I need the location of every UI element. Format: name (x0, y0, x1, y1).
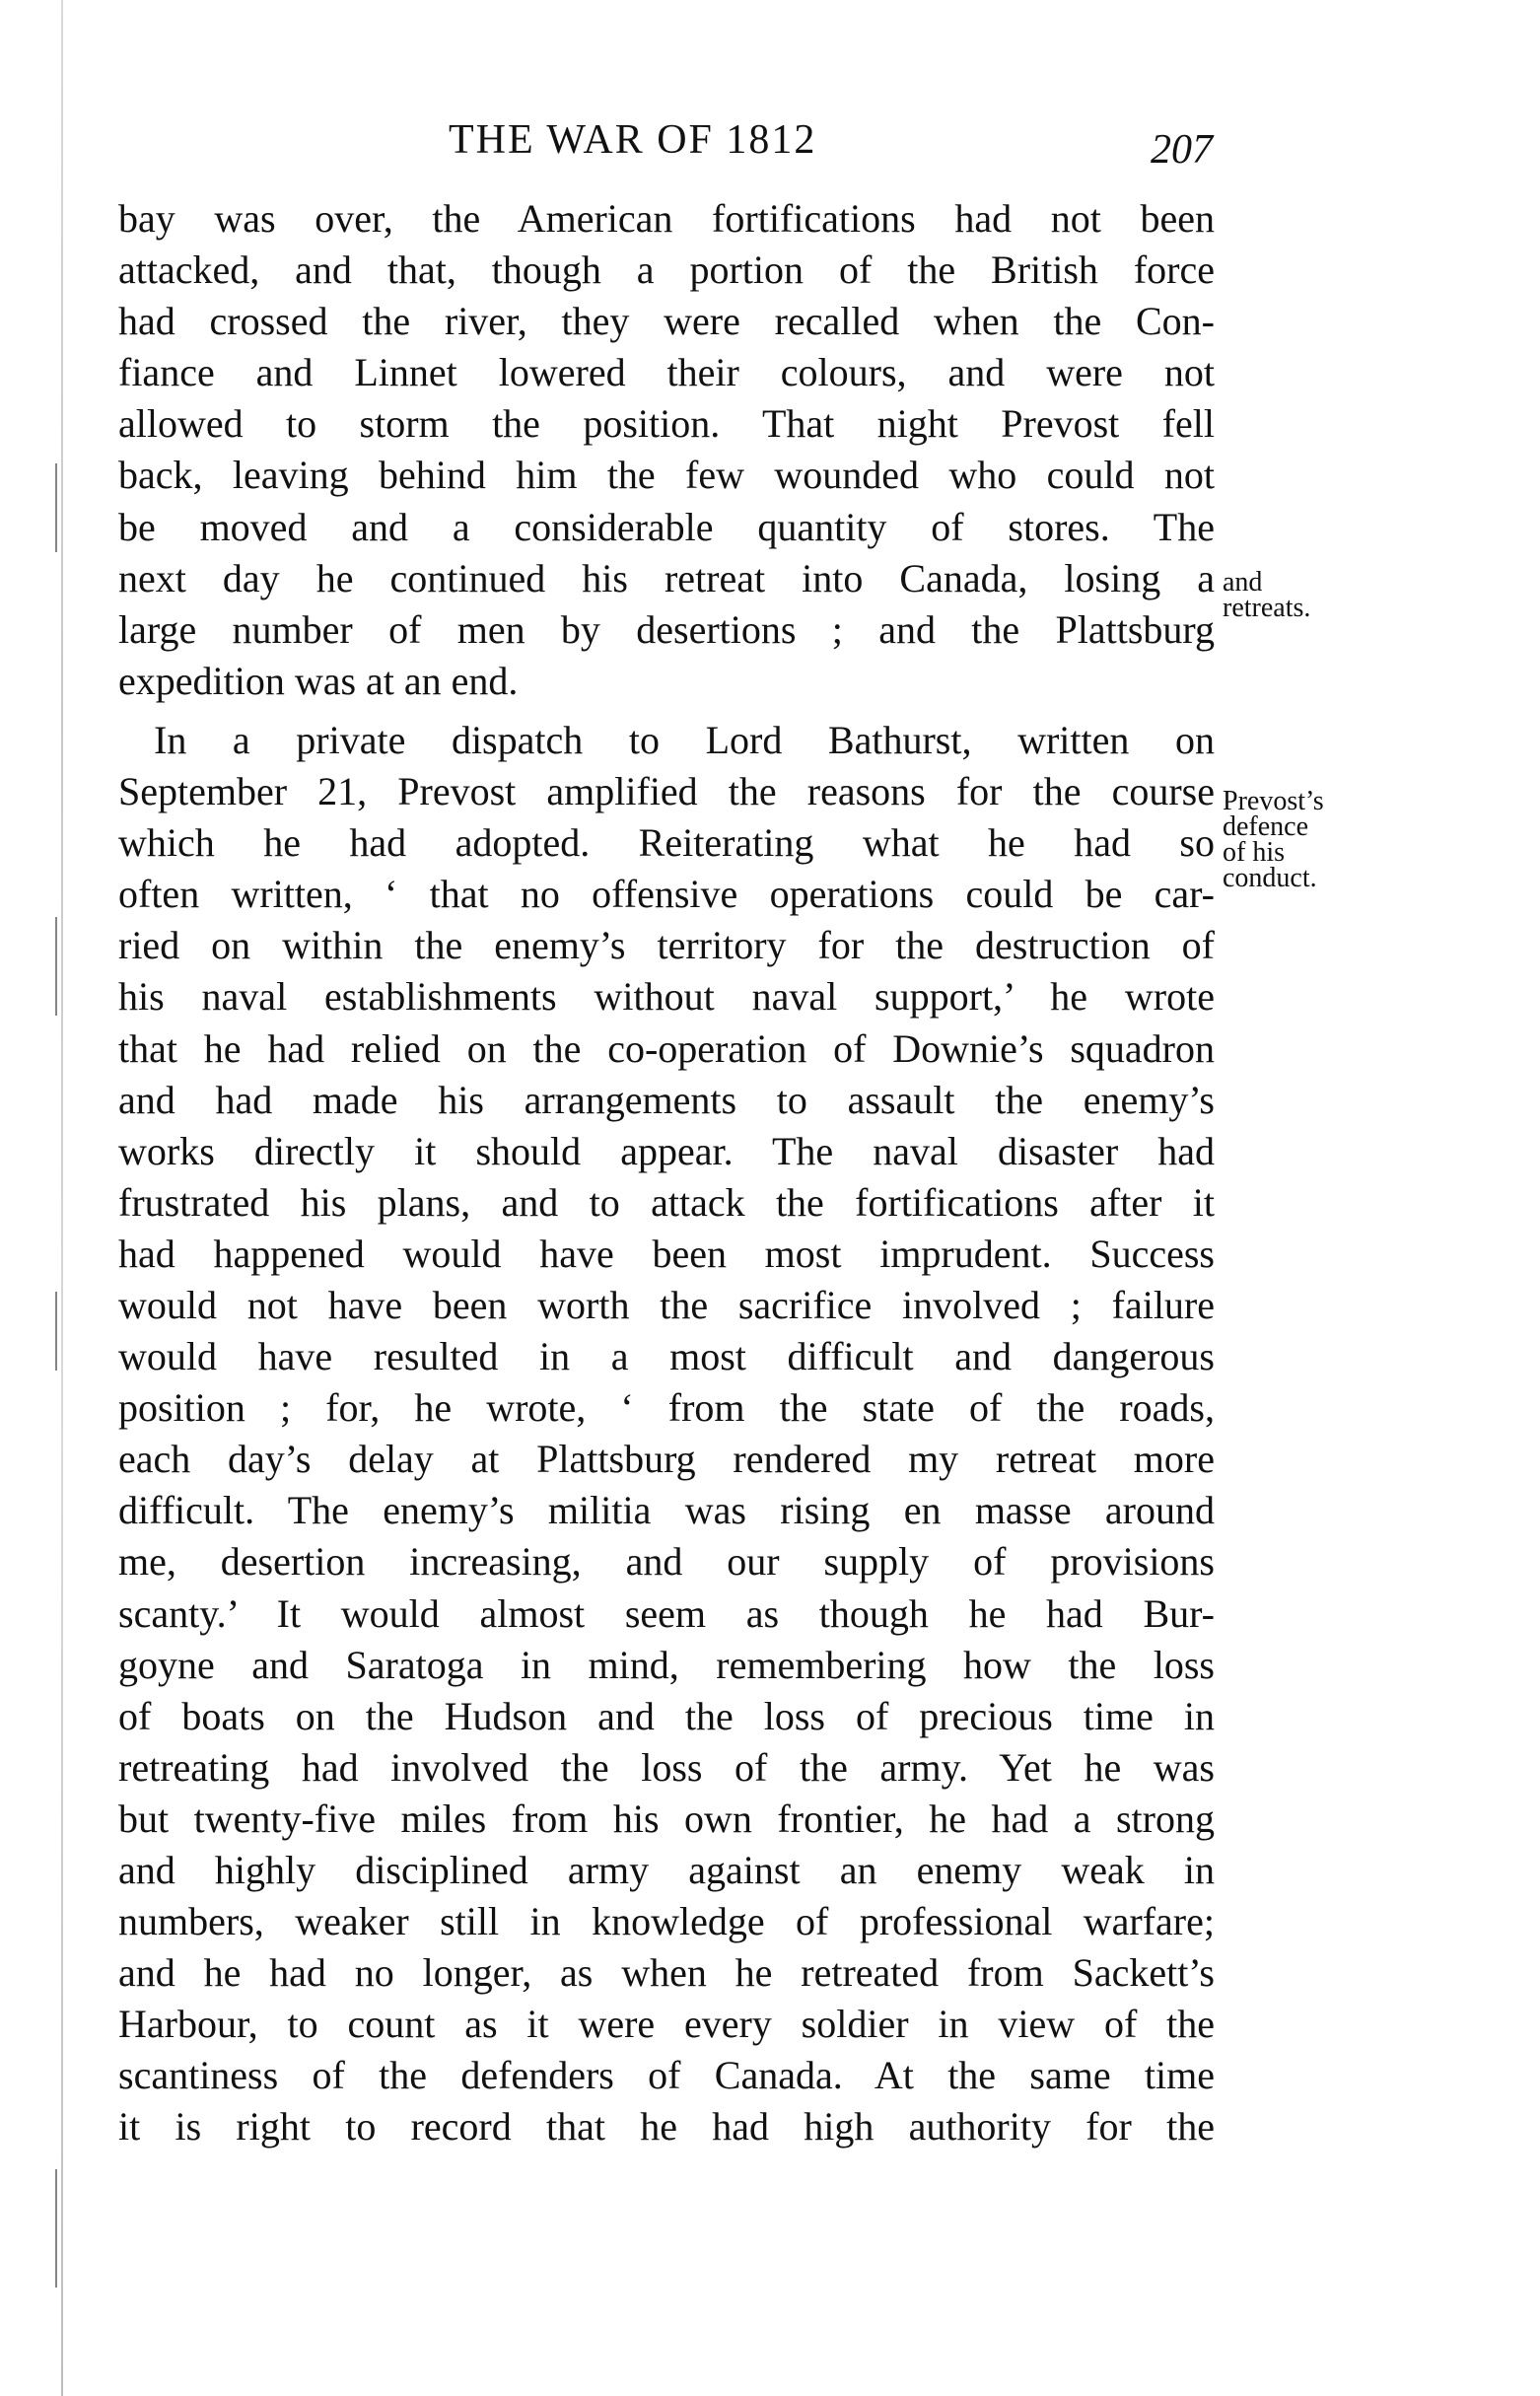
text-line: that he had relied on the co-operation of Downie’s squadron (118, 1025, 1215, 1071)
page-header (118, 110, 1213, 173)
text-line: bay was over, the American fortifications had not been (118, 196, 1215, 241)
margin-mark (55, 917, 57, 1016)
text-line: would have resulted in a most difficult and dangerous (118, 1334, 1215, 1379)
text-line: numbers, weaker still in knowledge of professional warfare; (118, 1899, 1215, 1944)
text-line: goyne and Saratoga in mind, remembering how the loss (118, 1642, 1215, 1687)
text-line: ried on within the enemy’s territory for the destruction of (118, 923, 1215, 968)
sidenote-retreats (1223, 567, 1311, 623)
text-line: fiance and Linnet lowered their colours, and were not (118, 350, 1215, 395)
text-line: position ; for, he wrote, ‘ from the state of the roads, (118, 1385, 1215, 1431)
text-line: and he had no longer, as when he retreated from Sackett’s (118, 1950, 1215, 1996)
text-line: frustrated his plans, and to attack the fortifications after it (118, 1179, 1215, 1225)
text-line: be moved and a considerable quantity of stores. The (118, 504, 1215, 549)
sidenote-line: retreats. (1223, 593, 1311, 623)
sidenote-line: Prevost’s (1223, 786, 1324, 816)
text-line: which he had adopted. Reiterating what he had so (118, 820, 1215, 866)
text-line: his naval establishments without naval support,’ he wrote (118, 974, 1215, 1020)
text-line: attacked, and that, though a portion of the British force (118, 247, 1215, 293)
text-line: me, desertion increasing, and our supply of provisions (118, 1539, 1215, 1585)
sidenote-line: and (1223, 567, 1263, 598)
text-line: but twenty-five miles from his own frontier, he had a strong (118, 1796, 1215, 1841)
text-line: scantiness of the defenders of Canada. At the same time (118, 2053, 1215, 2098)
margin-mark (55, 1292, 57, 1371)
margin-mark (55, 2169, 57, 2288)
text-line: scanty.’ It would almost seem as though he had Bur- (118, 1590, 1215, 1636)
text-line: had crossed the river, they were recalled when the Con- (118, 299, 1215, 344)
binding-edge (61, 0, 63, 2396)
text-line: next day he continued his retreat into Canada, losing a (118, 555, 1215, 600)
paragraph-start-line: In a private dispatch to Lord Bathurst, written on (154, 717, 1215, 762)
text-line: expedition was at an end. (118, 658, 519, 703)
text-line: it is right to record that he had high authority for the (118, 2104, 1215, 2149)
text-line: each day’s delay at Plattsburg rendered my retreat more (118, 1437, 1215, 1482)
text-line: back, leaving behind him the few wounded who could not (118, 453, 1215, 498)
running-head: THE WAR OF 1812 (449, 117, 817, 163)
text-line: would not have been worth the sacrifice involved ; failure (118, 1282, 1215, 1327)
text-line: difficult. The enemy’s militia was rising en masse around (118, 1488, 1215, 1533)
sidenote-line: conduct. (1223, 863, 1317, 893)
text-line: had happened would have been most imprudent. Success (118, 1231, 1215, 1276)
text-line: Harbour, to count as it were every soldier in view of the (118, 2002, 1215, 2047)
text-line: often written, ‘ that no offensive operations could be car- (118, 872, 1215, 917)
sidenote-defence (1223, 786, 1324, 893)
sidenote-line: defence (1223, 811, 1309, 842)
text-line: retreating had involved the loss of the army. Yet he was (118, 1744, 1215, 1790)
body-text (118, 193, 1215, 2153)
text-line: allowed to storm the position. That night Prevost fell (118, 401, 1215, 447)
margin-mark (55, 463, 57, 552)
text-line: September 21, Prevost amplified the reasons for the course (118, 769, 1215, 814)
page-number: 207 (1151, 127, 1213, 173)
text-line: large number of men by desertions ; and the Plattsburg (118, 606, 1215, 652)
text-line: and highly disciplined army against an enemy weak in (118, 1848, 1215, 1892)
text-line: works directly it should appear. The naval disaster had (118, 1128, 1215, 1173)
text-line: and had made his arrangements to assault the enemy’s (118, 1077, 1215, 1122)
sidenote-line: of his (1223, 837, 1285, 868)
text-line: of boats on the Hudson and the loss of precious time in (118, 1693, 1215, 1738)
